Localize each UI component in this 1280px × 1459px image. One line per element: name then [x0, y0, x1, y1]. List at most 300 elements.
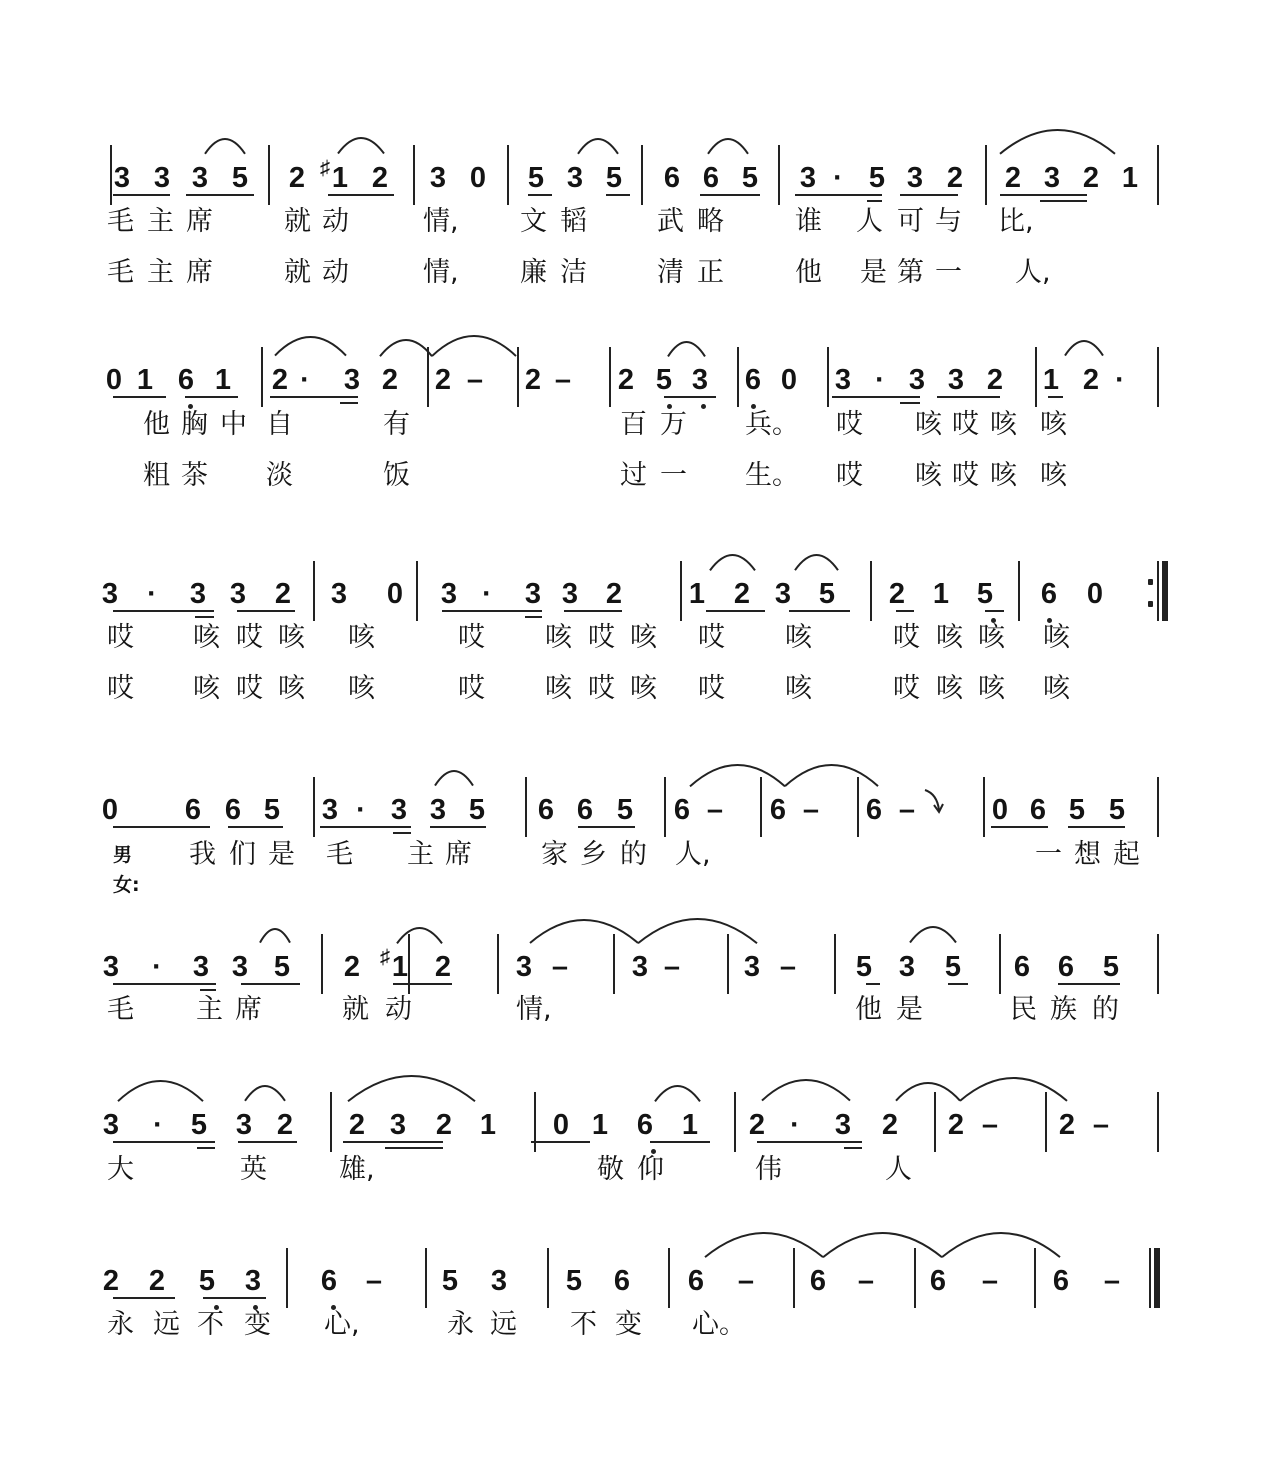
note: 5 — [655, 364, 673, 396]
barline — [999, 934, 1001, 994]
dash-extension: – — [898, 794, 916, 826]
note: 2 — [271, 364, 289, 396]
note: 3 — [691, 364, 709, 396]
lyric-syllable: 正 — [697, 257, 724, 288]
note: 3 — [799, 162, 817, 194]
lyric-syllable: 远 — [153, 1309, 180, 1340]
underline — [113, 983, 216, 985]
lyric-syllable: 主 — [147, 257, 174, 288]
note: 5 — [468, 794, 486, 826]
lyric-syllable: 哎 — [698, 622, 725, 653]
lyric-syllable: 席 — [235, 994, 262, 1025]
lyric-syllable: 变 — [244, 1309, 271, 1340]
lyric-syllable: 不 — [570, 1309, 597, 1340]
lyric-syllable: 咳 — [990, 409, 1017, 440]
lyric-syllable: 一 — [660, 460, 687, 491]
slur — [793, 553, 840, 572]
lyric-syllable: 咳 — [915, 460, 942, 491]
lyric-syllable: 哎 — [836, 460, 863, 491]
lyric-syllable: 席 — [186, 257, 213, 288]
note: 3 — [906, 162, 924, 194]
lyric-syllable: 淡 — [266, 460, 293, 491]
lyric-syllable: 想 — [1074, 839, 1101, 870]
underline — [844, 1147, 862, 1149]
lyric-syllable: 咳 — [348, 673, 375, 704]
lyric-syllable: 家 — [541, 839, 568, 870]
note: 1 — [932, 578, 950, 610]
lyric-syllable: 一 — [1035, 839, 1062, 870]
lyric-syllable: 就 — [284, 206, 311, 237]
note: 2 — [946, 162, 964, 194]
note: 3 — [330, 578, 348, 610]
lyric-syllable: 哎 — [893, 673, 920, 704]
note: 6 — [320, 1265, 338, 1297]
barline — [497, 934, 499, 994]
note: 2 — [947, 1109, 965, 1141]
note: 5 — [616, 794, 634, 826]
lyric-syllable: 咳 — [193, 622, 220, 653]
barline — [778, 145, 780, 205]
underline — [985, 610, 1004, 612]
underline — [1040, 200, 1087, 202]
barline — [547, 1248, 549, 1308]
lyric-syllable: 哎 — [107, 673, 134, 704]
barline — [641, 145, 643, 205]
dash-extension: – — [857, 1265, 875, 1297]
lyric-syllable: 咳 — [630, 673, 657, 704]
underline — [896, 610, 914, 612]
barline — [1035, 347, 1037, 407]
lyric-syllable: 主 — [407, 839, 434, 870]
underline — [203, 1297, 266, 1299]
lyric-syllable: 兵。 — [745, 409, 799, 440]
note: 3 — [490, 1265, 508, 1297]
note: 2 — [748, 1109, 766, 1141]
lyric-syllable: 动 — [322, 206, 349, 237]
note: 5 — [1102, 951, 1120, 983]
lyric-syllable: 动 — [385, 994, 412, 1025]
lyric-syllable: 中 — [220, 409, 247, 440]
note: 5 — [818, 578, 836, 610]
augmentation-dot: · — [147, 578, 157, 610]
slur — [395, 926, 444, 945]
dash-extension: – — [551, 951, 569, 983]
lyric-syllable: 心。 — [692, 1309, 746, 1340]
lyric-syllable: 咳 — [915, 409, 942, 440]
underline — [900, 402, 920, 404]
note: 2 — [434, 951, 452, 983]
underline — [328, 194, 394, 196]
slur — [783, 763, 880, 788]
note: 2 — [102, 1265, 120, 1297]
note: 0 — [469, 162, 487, 194]
barline — [734, 1092, 736, 1152]
dash-extension: – — [1092, 1109, 1110, 1141]
repeat-dot — [1148, 601, 1153, 607]
note: 6 — [1013, 951, 1031, 983]
note: 5 — [231, 162, 249, 194]
lyric-syllable: 咳 — [278, 622, 305, 653]
dash-extension: – — [365, 1265, 383, 1297]
dash-extension: – — [663, 951, 681, 983]
lyric-syllable: 哎 — [458, 673, 485, 704]
underline — [241, 983, 300, 985]
note: 3 — [321, 794, 339, 826]
lyric-syllable: 是 — [896, 994, 923, 1025]
note: 1 — [681, 1109, 699, 1141]
lyric-syllable: 人 — [885, 1154, 912, 1185]
underline — [867, 200, 882, 202]
note: 6 — [613, 1265, 631, 1297]
underline — [525, 616, 542, 618]
lyric-syllable: 乡 — [580, 839, 607, 870]
lyric-syllable: 哎 — [588, 622, 615, 653]
lyric-syllable: 哎 — [952, 460, 979, 491]
lyric-syllable: 是 — [860, 257, 887, 288]
lyric-syllable: 哎 — [836, 409, 863, 440]
lyric-syllable: 起 — [1113, 839, 1140, 870]
voice-label: 男女: — [113, 844, 140, 896]
slur — [706, 137, 750, 156]
note: 2 — [148, 1265, 166, 1297]
lyric-syllable: 咳 — [1040, 460, 1067, 491]
lyric-syllable: 哎 — [588, 673, 615, 704]
slur — [708, 553, 757, 572]
slur — [821, 1231, 944, 1259]
barline — [609, 347, 611, 407]
note: 6 — [663, 162, 681, 194]
sharp-sign: ♯ — [380, 946, 390, 968]
dash-extension: – — [1103, 1265, 1121, 1297]
slur — [576, 137, 620, 156]
slur — [636, 917, 759, 945]
underline — [320, 826, 411, 828]
note: 6 — [702, 162, 720, 194]
note: 3 — [102, 951, 120, 983]
lyric-syllable: 人 — [856, 206, 883, 237]
underline — [195, 616, 214, 618]
augmentation-dot: · — [356, 794, 366, 826]
note: 3 — [743, 951, 761, 983]
underline — [531, 1141, 590, 1143]
note: 6 — [1057, 951, 1075, 983]
slur — [666, 340, 707, 358]
augmentation-dot: · — [875, 364, 885, 396]
underline — [700, 194, 760, 196]
lyric-syllable: 席 — [445, 839, 472, 870]
lyric-syllable: 永 — [447, 1309, 474, 1340]
underline — [270, 396, 358, 398]
underline — [430, 826, 486, 828]
lyric-syllable: 主 — [147, 206, 174, 237]
lyric-syllable: 生。 — [745, 460, 799, 491]
lyric-syllable: 哎 — [107, 622, 134, 653]
breath-arrow-icon — [923, 786, 947, 816]
underline — [578, 826, 635, 828]
underline — [113, 396, 166, 398]
dash-extension: – — [981, 1265, 999, 1297]
lyric-syllable: 可 — [897, 206, 924, 237]
lyric-syllable: 哎 — [698, 673, 725, 704]
lyric-syllable: 雄, — [339, 1154, 375, 1185]
note: 3 — [231, 951, 249, 983]
note: 3 — [566, 162, 584, 194]
lyric-syllable: 哎 — [458, 622, 485, 653]
note: 5 — [198, 1265, 216, 1297]
lyric-syllable: 胸 — [181, 409, 208, 440]
underline — [393, 832, 411, 834]
note: 3 — [1043, 162, 1061, 194]
note: 5 — [1068, 794, 1086, 826]
lyric-syllable: 文 — [520, 206, 547, 237]
note: 3 — [834, 364, 852, 396]
underline — [113, 610, 214, 612]
lyric-syllable: 伟 — [755, 1154, 782, 1185]
barline — [1149, 1248, 1151, 1308]
barline — [1157, 934, 1159, 994]
note: 6 — [809, 1265, 827, 1297]
lyric-syllable: 的 — [620, 839, 647, 870]
barline — [1157, 347, 1159, 407]
dash-extension: – — [737, 1265, 755, 1297]
slur — [703, 1231, 825, 1259]
slur — [433, 769, 475, 788]
note: 3 — [389, 1109, 407, 1141]
lyric-syllable: 廉 — [520, 257, 547, 288]
lyric-syllable: 席 — [186, 206, 213, 237]
note: 6 — [687, 1265, 705, 1297]
lyric-syllable: 咳 — [545, 673, 572, 704]
barline — [1157, 1092, 1159, 1152]
lyric-syllable: 咳 — [785, 673, 812, 704]
lyric-syllable: 咳 — [978, 673, 1005, 704]
note: 3 — [440, 578, 458, 610]
note: 3 — [113, 162, 131, 194]
note: 2 — [288, 162, 306, 194]
note: 6 — [537, 794, 555, 826]
augmentation-dot: · — [300, 364, 310, 396]
note: 2 — [435, 1109, 453, 1141]
lyric-syllable: 饭 — [383, 460, 410, 491]
note: 2 — [274, 578, 292, 610]
note: 6 — [929, 1265, 947, 1297]
note: 2 — [343, 951, 361, 983]
dash-extension: – — [802, 794, 820, 826]
augmentation-dot: · — [790, 1109, 800, 1141]
underline — [238, 1141, 297, 1143]
underline — [757, 1141, 862, 1143]
note: 3 — [235, 1109, 253, 1141]
note: 2 — [371, 162, 389, 194]
lyric-syllable: 心, — [324, 1309, 360, 1340]
barline — [1157, 777, 1159, 837]
barline — [1157, 561, 1159, 621]
slur — [378, 338, 434, 358]
note: 3 — [898, 951, 916, 983]
note: 2 — [524, 364, 542, 396]
dash-extension: – — [554, 364, 572, 396]
note: 1 — [1121, 162, 1139, 194]
augmentation-dot: · — [1115, 364, 1125, 396]
lyric-syllable: 第 — [897, 257, 924, 288]
note: 0 — [386, 578, 404, 610]
barline — [983, 777, 985, 837]
lyric-syllable: 他 — [795, 257, 822, 288]
lyric-syllable: 情, — [516, 994, 552, 1025]
note: 6 — [769, 794, 787, 826]
note: 3 — [908, 364, 926, 396]
barline — [507, 145, 509, 205]
lyric-syllable: 的 — [1092, 994, 1119, 1025]
note: 3 — [429, 794, 447, 826]
note: 2 — [881, 1109, 899, 1141]
dash-extension: – — [706, 794, 724, 826]
barline — [268, 145, 270, 205]
note: 1 — [591, 1109, 609, 1141]
note: 2 — [733, 578, 751, 610]
dash-extension: – — [466, 364, 484, 396]
barline — [737, 347, 739, 407]
lyric-syllable: 咳 — [278, 673, 305, 704]
note: 5 — [1108, 794, 1126, 826]
slur — [653, 1084, 702, 1103]
underline — [113, 826, 210, 828]
underline — [1068, 826, 1125, 828]
augmentation-dot: · — [482, 578, 492, 610]
underline — [991, 826, 1048, 828]
underline — [948, 983, 968, 985]
slur — [894, 1081, 962, 1103]
lyric-syllable: 咳 — [545, 622, 572, 653]
note: 3 — [102, 1109, 120, 1141]
slur — [336, 136, 386, 156]
note: 2 — [276, 1109, 294, 1141]
lyric-syllable: 就 — [342, 994, 369, 1025]
note: 3 — [774, 578, 792, 610]
lyric-syllable: 咳 — [1043, 673, 1070, 704]
lyric-syllable: 大 — [107, 1154, 134, 1185]
lyric-syllable: 人, — [1015, 257, 1051, 288]
dash-extension: – — [981, 1109, 999, 1141]
note: 6 — [744, 364, 762, 396]
note: 3 — [429, 162, 447, 194]
lyric-syllable: 们 — [229, 839, 256, 870]
underline — [664, 396, 716, 398]
note: 5 — [527, 162, 545, 194]
barline — [664, 777, 666, 837]
underline — [442, 610, 542, 612]
underline — [1000, 194, 1087, 196]
augmentation-dot: · — [153, 1109, 163, 1141]
lyric-syllable: 毛 — [107, 257, 134, 288]
note: 2 — [1082, 364, 1100, 396]
lyric-syllable: 动 — [322, 257, 349, 288]
note: 0 — [780, 364, 798, 396]
underline — [113, 1297, 175, 1299]
slur — [203, 137, 247, 156]
note: 1 — [214, 364, 232, 396]
lyric-syllable: 咳 — [348, 622, 375, 653]
lyric-syllable: 变 — [615, 1309, 642, 1340]
underline — [113, 1141, 215, 1143]
lyric-syllable: 他 — [855, 994, 882, 1025]
underline — [385, 1147, 443, 1149]
note: 0 — [991, 794, 1009, 826]
barline — [525, 777, 527, 837]
note: 2 — [605, 578, 623, 610]
underline — [237, 610, 295, 612]
slur — [430, 334, 518, 358]
lyric-syllable: 清 — [657, 257, 684, 288]
underline — [343, 1141, 443, 1143]
note: 3 — [192, 951, 210, 983]
underline — [564, 610, 622, 612]
lyric-syllable: 情, — [423, 257, 459, 288]
note: 3 — [189, 578, 207, 610]
underline — [650, 1141, 710, 1143]
note: 1 — [391, 951, 409, 983]
barline — [425, 1248, 427, 1308]
slur — [273, 335, 348, 358]
underline — [937, 396, 1000, 398]
lyric-syllable: 不 — [197, 1309, 224, 1340]
note: 5 — [741, 162, 759, 194]
augmentation-dot: · — [833, 162, 843, 194]
dash-extension: – — [779, 951, 797, 983]
note: 2 — [986, 364, 1004, 396]
note: 1 — [331, 162, 349, 194]
lyric-syllable: 毛 — [107, 206, 134, 237]
note: 3 — [947, 364, 965, 396]
underline — [1058, 983, 1120, 985]
underline — [197, 1147, 215, 1149]
barline — [286, 1248, 288, 1308]
lyric-syllable: 他 — [143, 409, 170, 440]
note: 6 — [1040, 578, 1058, 610]
underline — [1048, 396, 1063, 398]
note: 2 — [1004, 162, 1022, 194]
barline — [534, 1092, 536, 1152]
lyric-syllable: 万 — [660, 409, 687, 440]
underline — [900, 194, 958, 196]
lyric-syllable: 一 — [935, 257, 962, 288]
note: 3 — [515, 951, 533, 983]
low-octave-dot — [701, 404, 706, 409]
barline — [413, 145, 415, 205]
note: 1 — [479, 1109, 497, 1141]
note: 5 — [944, 951, 962, 983]
note: 2 — [1058, 1109, 1076, 1141]
underline — [113, 194, 170, 196]
lyric-syllable: 哎 — [236, 622, 263, 653]
note: 0 — [105, 364, 123, 396]
barline — [834, 934, 836, 994]
lyric-syllable: 自 — [266, 409, 293, 440]
lyric-syllable: 永 — [107, 1309, 134, 1340]
slur — [688, 763, 787, 788]
underline — [795, 194, 882, 196]
underline — [200, 989, 216, 991]
barline — [668, 1248, 670, 1308]
lyric-syllable: 百 — [620, 409, 647, 440]
note: 3 — [390, 794, 408, 826]
underline — [185, 396, 238, 398]
note: 3 — [191, 162, 209, 194]
barline — [261, 347, 263, 407]
note: 5 — [976, 578, 994, 610]
underline — [866, 983, 880, 985]
lyric-syllable: 咳 — [990, 460, 1017, 491]
